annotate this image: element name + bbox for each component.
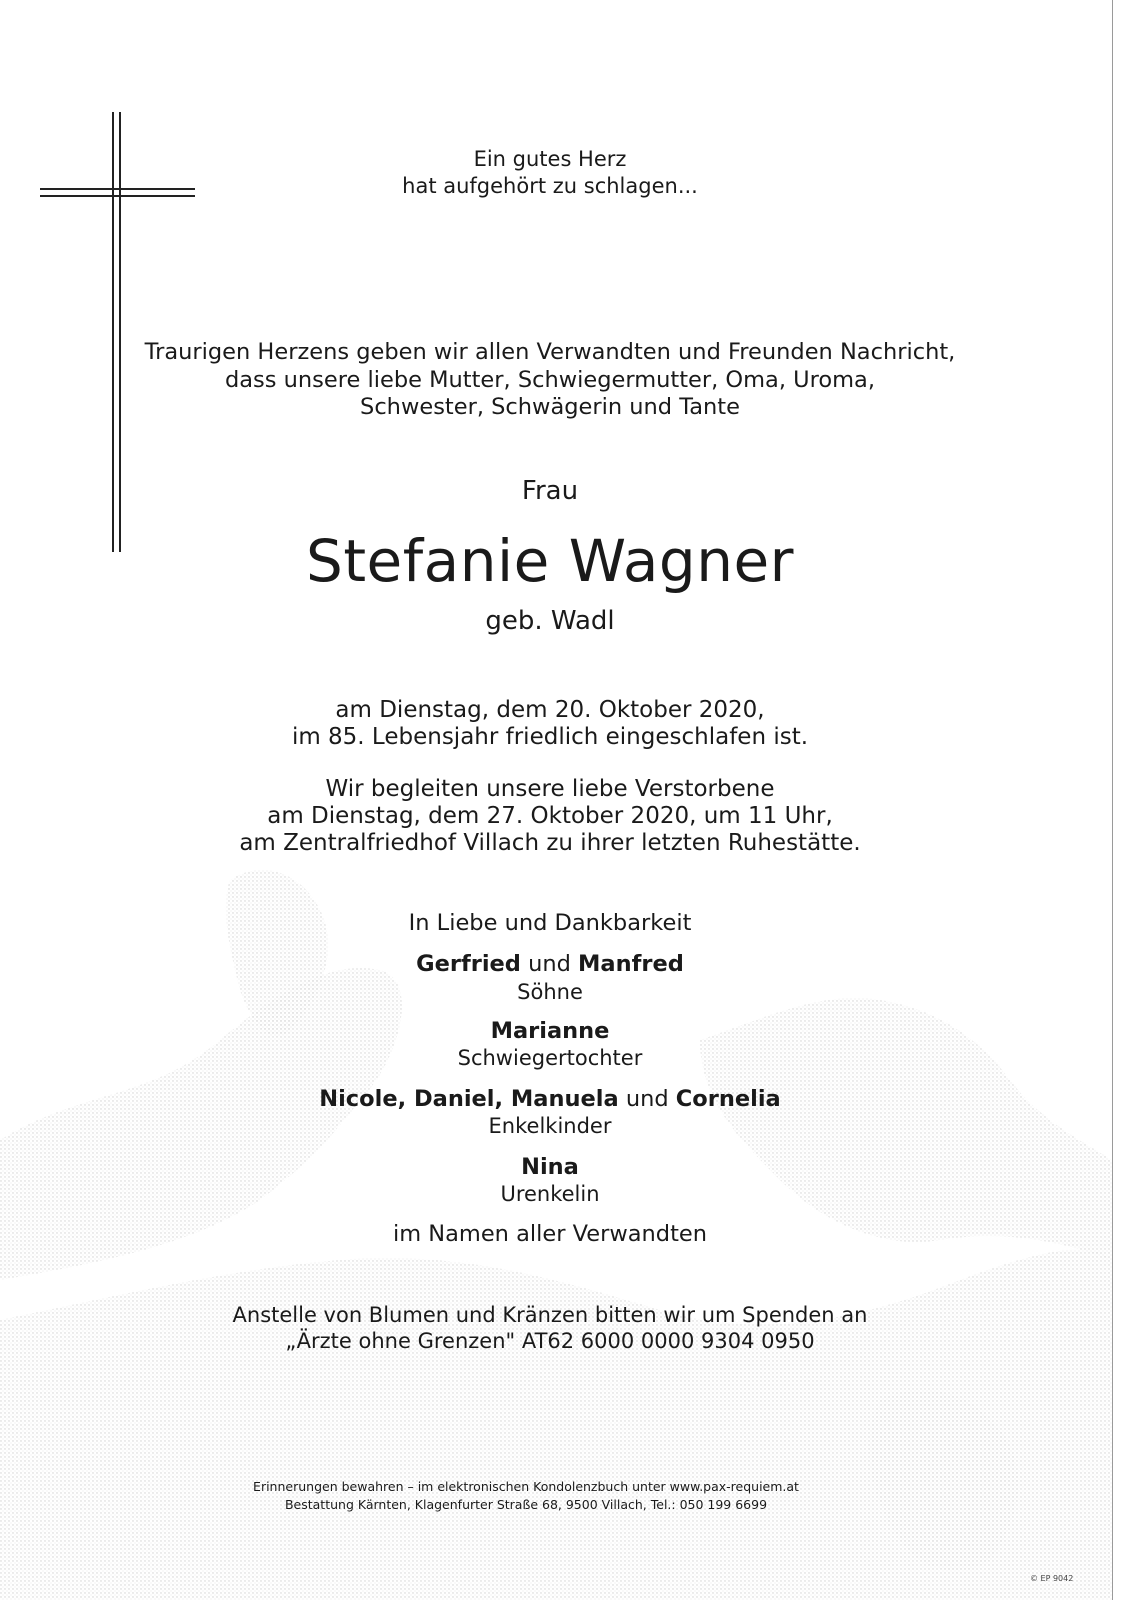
- intro-line-1: Ein gutes Herz: [473, 147, 627, 171]
- funeral-line-2: am Dienstag, dem 27. Oktober 2020, um 11 Uhr,: [267, 803, 833, 829]
- deceased-birth-name: geb. Wadl: [485, 606, 615, 636]
- grandchildren-names: [0, 1087, 1100, 1113]
- footer-line-2: Bestattung Kärnten, Klagenfurter Straße 68, 9500 Villach, Tel.: 050 199 6699: [284, 1497, 768, 1512]
- son-name-1: Gerfried: [416, 951, 521, 977]
- funeral-line-3: am Zentralfriedhof Villach zu ihrer letzten Ruhestätte.: [239, 830, 861, 856]
- sons-names: [0, 952, 1100, 978]
- donation-line-2: „Ärzte ohne Grenzen" AT62 6000 0000 9304 0950: [285, 1329, 815, 1353]
- announcement-line-1: Traurigen Herzens geben wir allen Verwandten und Freunden Nachricht,: [144, 339, 956, 365]
- announcement-line-3: Schwester, Schwägerin und Tante: [360, 394, 740, 420]
- grandchildren-conjunction: und: [618, 1086, 676, 1112]
- great-grandchild-name-text: Nina: [521, 1154, 579, 1180]
- page-edge-line: [1112, 0, 1113, 1600]
- intro-line-2: hat aufgehört zu schlagen...: [402, 174, 698, 198]
- daughter-in-law-name-text: Marianne: [490, 1018, 610, 1044]
- mourners-closing: im Namen aller Verwandten: [392, 1221, 708, 1247]
- grandchildren-names-text: Nicole, Daniel, Manuela: [319, 1086, 619, 1112]
- death-line-2: im 85. Lebensjahr friedlich eingeschlafen ist.: [291, 724, 809, 750]
- daughter-in-law-role: Schwiegertochter: [457, 1046, 643, 1070]
- deceased-name: Stefanie Wagner: [306, 527, 794, 595]
- mourners-intro: In Liebe und Dankbarkeit: [408, 910, 692, 936]
- sons-conjunction: und: [520, 951, 579, 977]
- donation-line-1: Anstelle von Blumen und Kränzen bitten wir um Spenden an: [232, 1303, 868, 1327]
- son-name-2: Manfred: [578, 951, 684, 977]
- grandchild-last-name: Cornelia: [675, 1086, 781, 1112]
- deceased-title: Frau: [521, 476, 579, 506]
- great-grandchild-name: [0, 1155, 1100, 1181]
- funeral-line-1: Wir begleiten unsere liebe Verstorbene: [325, 776, 775, 802]
- grandchildren-role: Enkelkinder: [488, 1114, 612, 1138]
- great-grandchild-role: Urenkelin: [500, 1182, 600, 1206]
- sons-role: Söhne: [517, 980, 583, 1004]
- death-line-1: am Dienstag, dem 20. Oktober 2020,: [335, 697, 765, 723]
- daughter-in-law-name: [0, 1019, 1100, 1045]
- print-code: © EP 9042: [1030, 1574, 1074, 1583]
- announcement-line-2: dass unsere liebe Mutter, Schwiegermutter, Oma, Uroma,: [224, 367, 876, 393]
- footer-line-1: Erinnerungen bewahren – im elektronischen Kondolenzbuch unter www.pax-requiem.at: [253, 1479, 799, 1494]
